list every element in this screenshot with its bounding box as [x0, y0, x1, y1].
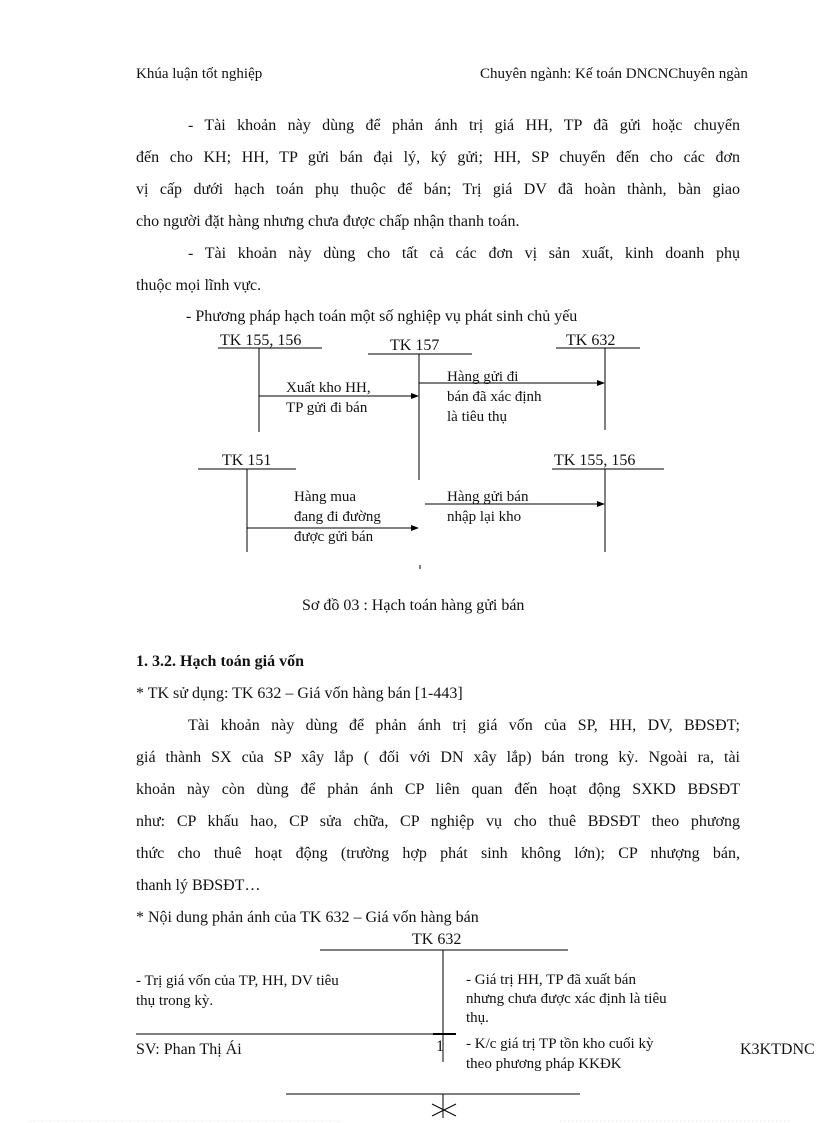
credit-line: thụ.	[466, 1010, 489, 1026]
text-line: - Tài khoản này dùng cho tất cả các đơn vị sản xuất, kinh doanh phụ	[188, 245, 740, 262]
footer-page-number: 1	[436, 1038, 444, 1055]
label-line: Hàng gửi bán	[447, 489, 529, 505]
label-line: nhập lại kho	[447, 509, 522, 525]
footer-right: K3KTDNC	[740, 1041, 815, 1058]
content-line: * Nội dung phản ánh của TK 632 – Giá vốn hàng bán	[136, 909, 479, 926]
arrow-label-1	[286, 378, 371, 418]
account-tk-157: TK 157	[390, 337, 440, 354]
account-tk-155-156-bottom: TK 155, 156	[554, 452, 636, 469]
text-line: Tài khoản này dùng để phản ánh trị giá vốn của SP, HH, DV, BĐSĐT;	[188, 717, 740, 734]
tk-used-line: * TK sử dụng: TK 632 – Giá vốn hàng bán [1-443]	[136, 685, 463, 702]
t-account-title: TK 632	[412, 931, 462, 948]
credit-line: nhưng chưa được xác định là tiêu	[466, 991, 667, 1007]
header-left: Khúa luận tốt nghiệp	[136, 66, 263, 82]
text-line: như: CP khấu hao, CP sửa chữa, CP nghiệp vụ cho thuê BĐSĐT theo phương	[136, 813, 740, 830]
label-line: đang đi đường	[294, 509, 381, 525]
account-tk-151: TK 151	[222, 452, 272, 469]
t-account-credit-1	[466, 971, 667, 1028]
label-line: là tiêu thụ	[447, 409, 507, 425]
section-title: 1. 3.2. Hạch toán giá vốn	[136, 653, 305, 670]
text-line: thanh lý BĐSĐT…	[136, 877, 261, 894]
text-line: - Tài khoản này dùng để phản ánh trị giá HH, TP đã gửi hoặc chuyển	[188, 117, 740, 134]
arrow-label-3	[294, 487, 381, 547]
text-line: cho người đặt hàng nhưng chưa được chấp nhận thanh toán.	[136, 213, 520, 230]
header-right: Chuyên ngành: Kế toán DNCNChuyên ngàn	[480, 66, 748, 82]
arrow-label-2	[447, 367, 542, 427]
text-line: thuộc mọi lĩnh vực.	[136, 277, 262, 294]
arrow-label-4	[447, 487, 528, 527]
label-line: Xuất kho HH,	[286, 380, 371, 396]
credit-line: theo phương pháp KKĐK	[466, 1056, 622, 1072]
text-line: vị cấp dưới hạch toán phụ thuộc để bán; Trị giá DV đã hoàn thành, bàn giao	[136, 181, 740, 198]
label-line: TP gửi đi bán	[286, 400, 368, 416]
t-account-credit-2	[466, 1034, 653, 1074]
text-line: giá thành SX của SP xây lắp ( đối với DN xây lắp) bán trong kỳ. Ngoài ra, tài	[136, 749, 740, 766]
label-line: bán đã xác định	[447, 389, 542, 405]
debit-line: - Trị giá vốn của TP, HH, DV tiêu	[136, 973, 339, 989]
credit-line: - Giá trị HH, TP đã xuất bán	[466, 972, 636, 988]
label-line: Hàng mua	[294, 489, 357, 505]
text-line: đến cho KH; HH, TP gửi bán đại lý, ký gửi; HH, SP chuyển đến cho các đơn	[136, 149, 740, 166]
paragraph-3	[136, 710, 740, 902]
label-line: được gửi bán	[294, 529, 374, 545]
label-line: Hàng gửi đi	[447, 369, 519, 385]
text-line: khoản này còn dùng để phản ánh CP liên quan đến hoạt động SXKD BĐSĐT	[136, 781, 740, 798]
account-tk-155-156-top: TK 155, 156	[220, 332, 302, 349]
account-tk-632: TK 632	[566, 332, 616, 349]
text-line: thức cho thuê hoạt động (trường hợp phát sinh không lớn); CP nhượng bán,	[136, 845, 740, 862]
footer-student: SV: Phan Thị Ái	[136, 1041, 242, 1058]
debit-line: thụ trong kỳ.	[136, 993, 214, 1009]
method-line: - Phương pháp hạch toán một số nghiệp vụ phát sinh chủ yếu	[186, 308, 578, 325]
t-account-debit	[136, 971, 339, 1011]
diagram-caption: Sơ đồ 03 : Hạch toán hàng gửi bán	[302, 597, 525, 614]
credit-line: - K/c giá trị TP tồn kho cuối kỳ	[466, 1036, 654, 1052]
